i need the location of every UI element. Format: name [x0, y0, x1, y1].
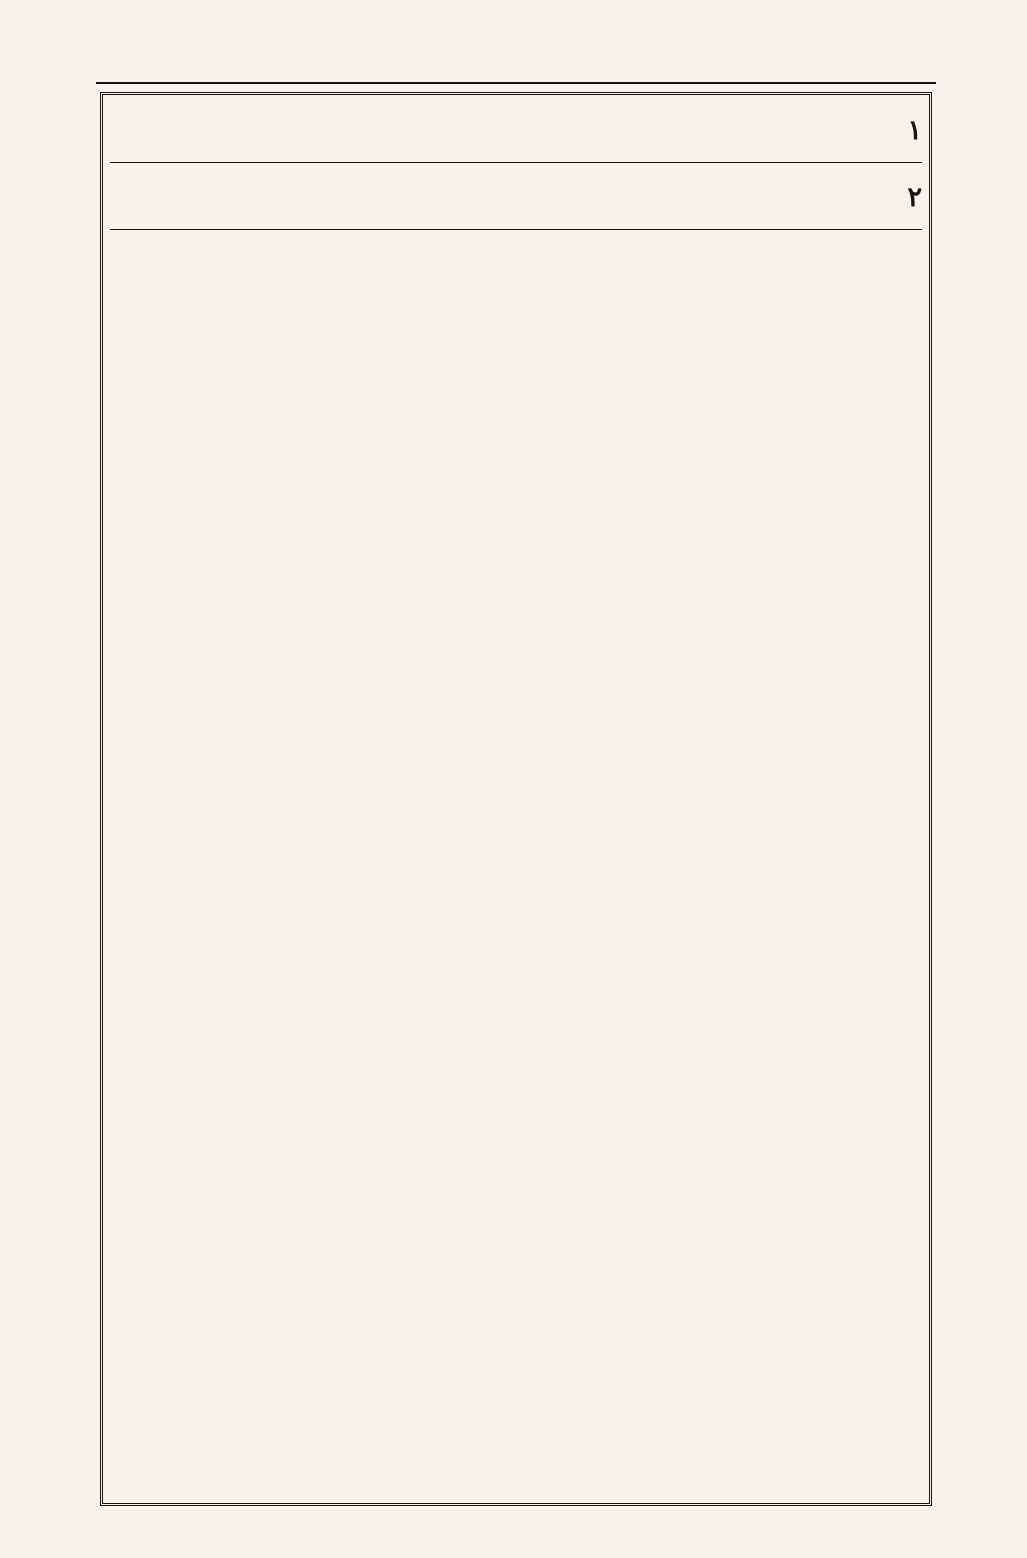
body-text	[110, 104, 922, 1498]
hadith-number: ١	[907, 115, 922, 146]
section-divider	[110, 162, 922, 163]
header-rule	[96, 82, 936, 84]
hadith-text	[110, 110, 922, 152]
hadith-text	[110, 177, 922, 219]
section-divider	[110, 229, 922, 230]
hadith-number: ٢	[907, 182, 922, 213]
